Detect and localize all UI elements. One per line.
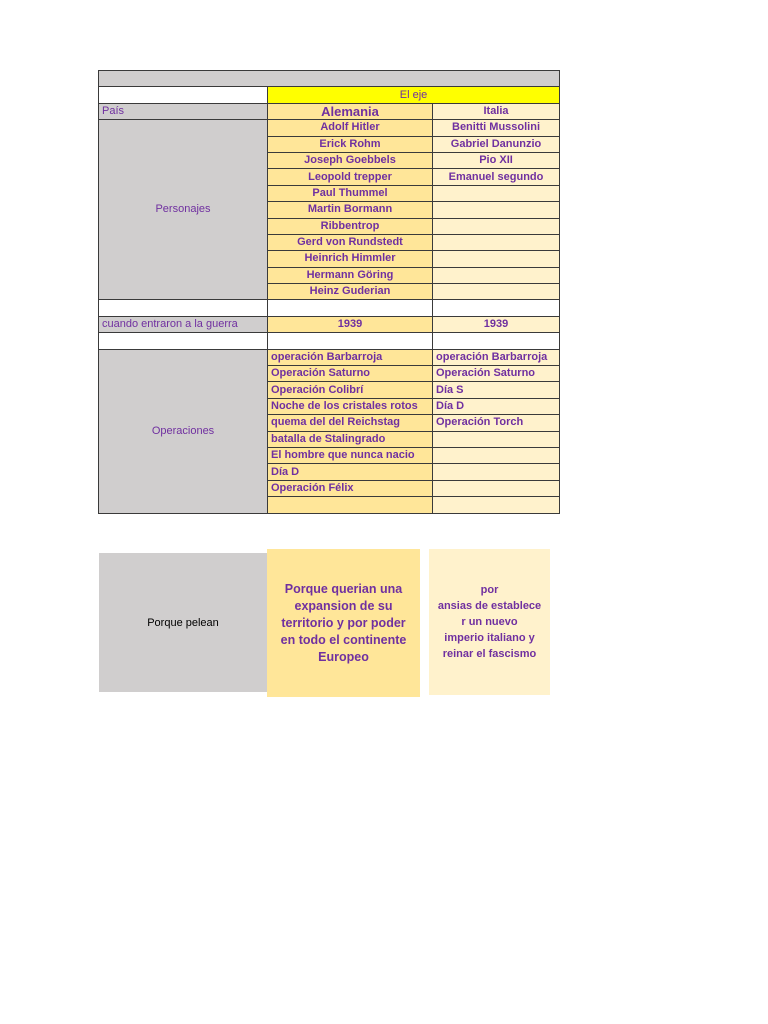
operacion-italia-cell[interactable]: Día D — [433, 398, 560, 414]
empty-cell[interactable] — [268, 333, 433, 349]
personaje-alemania-cell[interactable]: Heinz Guderian — [268, 284, 433, 300]
personajes-label-cell[interactable]: Personajes — [99, 120, 268, 300]
country-row — [99, 103, 560, 119]
personaje-alemania-cell[interactable]: Paul Thummel — [268, 185, 433, 201]
empty-cell[interactable] — [433, 300, 560, 316]
entry-year-row — [99, 316, 560, 332]
entry-year-italia-cell[interactable]: 1939 — [433, 316, 560, 332]
personaje-italia-cell[interactable]: Benitti Mussolini — [433, 120, 560, 136]
operacion-italia-cell[interactable] — [433, 480, 560, 496]
empty-cell[interactable] — [433, 333, 560, 349]
personaje-italia-cell[interactable] — [433, 284, 560, 300]
operacion-italia-cell[interactable] — [433, 497, 560, 513]
operacion-alemania-cell[interactable] — [268, 497, 433, 513]
personaje-alemania-cell[interactable]: Ribbentrop — [268, 218, 433, 234]
entry-year-alemania-cell[interactable]: 1939 — [268, 316, 433, 332]
operacion-alemania-cell[interactable]: Día D — [268, 464, 433, 480]
personaje-alemania-cell[interactable]: Gerd von Rundstedt — [268, 234, 433, 250]
personaje-alemania-cell[interactable]: Heinrich Himmler — [268, 251, 433, 267]
operacion-alemania-cell[interactable]: quema del del Reichstag — [268, 415, 433, 431]
axis-table — [98, 70, 560, 514]
operacion-italia-cell[interactable]: Operación Torch — [433, 415, 560, 431]
empty-cell[interactable] — [99, 333, 268, 349]
country-alemania-cell[interactable]: Alemania — [268, 103, 433, 119]
operaciones-label-cell[interactable]: Operaciones — [99, 349, 268, 513]
why-italia-text: por ansias de establece r un nuevo imperio italiano y reinar el fascismo — [437, 584, 542, 660]
top-gray-row — [99, 71, 560, 87]
operacion-alemania-cell[interactable]: Noche de los cristales rotos — [268, 398, 433, 414]
operacion-italia-cell[interactable]: Operación Saturno — [433, 366, 560, 382]
personaje-alemania-cell[interactable]: Erick Rohm — [268, 136, 433, 152]
group-header-cell[interactable]: El eje — [268, 87, 560, 103]
why-label-box[interactable] — [99, 553, 267, 692]
operacion-alemania-cell[interactable]: Operación Saturno — [268, 366, 433, 382]
entry-label-cell[interactable]: cuando entraron a la guerra — [99, 316, 268, 332]
personaje-alemania-cell[interactable]: Martin Bormann — [268, 202, 433, 218]
personaje-alemania-cell[interactable]: Adolf Hitler — [268, 120, 433, 136]
personaje-italia-cell[interactable]: Gabriel Danunzio — [433, 136, 560, 152]
why-alemania-text: Porque querian una expansion de su territorio y por poder en todo el continente Europeo — [280, 581, 407, 664]
operacion-alemania-cell[interactable]: Operación Colibrí — [268, 382, 433, 398]
group-header-row — [99, 87, 560, 103]
operacion-row — [99, 349, 560, 365]
operacion-italia-cell[interactable]: Día S — [433, 382, 560, 398]
personaje-italia-cell[interactable] — [433, 267, 560, 283]
personaje-italia-cell[interactable] — [433, 185, 560, 201]
spacer-row — [99, 333, 560, 349]
country-italia-cell[interactable]: Italia — [433, 103, 560, 119]
personaje-italia-cell[interactable] — [433, 218, 560, 234]
why-italia-box[interactable] — [429, 549, 550, 695]
personaje-alemania-cell[interactable]: Hermann Göring — [268, 267, 433, 283]
spacer-row — [99, 300, 560, 316]
empty-cell[interactable] — [99, 87, 268, 103]
pais-label-cell[interactable]: País — [99, 103, 268, 119]
operacion-alemania-cell[interactable]: Operación Félix — [268, 480, 433, 496]
personaje-alemania-cell[interactable]: Joseph Goebbels — [268, 152, 433, 168]
empty-cell[interactable] — [99, 300, 268, 316]
personaje-italia-cell[interactable]: Emanuel segundo — [433, 169, 560, 185]
operacion-alemania-cell[interactable]: El hombre que nunca nacio — [268, 447, 433, 463]
operacion-italia-cell[interactable] — [433, 431, 560, 447]
personaje-italia-cell[interactable] — [433, 234, 560, 250]
operacion-italia-cell[interactable] — [433, 464, 560, 480]
spreadsheet-table-container — [98, 70, 559, 514]
personaje-italia-cell[interactable] — [433, 202, 560, 218]
why-alemania-box[interactable] — [267, 549, 420, 697]
operacion-italia-cell[interactable] — [433, 447, 560, 463]
why-label-text: Porque pelean — [147, 616, 219, 629]
personaje-alemania-cell[interactable]: Leopold trepper — [268, 169, 433, 185]
top-gray-cell[interactable] — [99, 71, 560, 87]
personaje-italia-cell[interactable]: Pio XII — [433, 152, 560, 168]
personaje-italia-cell[interactable] — [433, 251, 560, 267]
operacion-alemania-cell[interactable]: batalla de Stalingrado — [268, 431, 433, 447]
empty-cell[interactable] — [268, 300, 433, 316]
personaje-row — [99, 120, 560, 136]
operacion-italia-cell[interactable]: operación Barbarroja — [433, 349, 560, 365]
operacion-alemania-cell[interactable]: operación Barbarroja — [268, 349, 433, 365]
